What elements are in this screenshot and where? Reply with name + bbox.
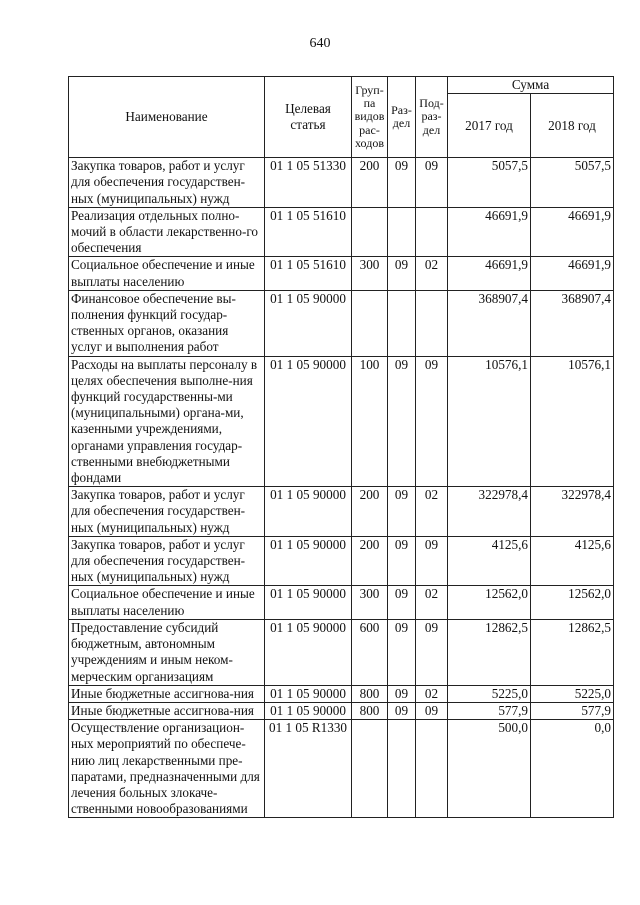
row-sum-2017: 12862,5 bbox=[448, 619, 531, 685]
row-sum-2017: 46691,9 bbox=[448, 257, 531, 290]
row-section: 09 bbox=[388, 619, 416, 685]
table-row bbox=[69, 158, 614, 208]
row-section: 09 bbox=[388, 257, 416, 290]
row-group: 300 bbox=[352, 586, 388, 619]
table-row bbox=[69, 720, 614, 818]
row-group bbox=[352, 290, 388, 356]
row-subsection bbox=[416, 207, 448, 257]
row-sum-2018: 577,9 bbox=[531, 702, 614, 719]
row-name: Закупка товаров, работ и услуг для обеспечения государствен-ных (муниципальных) нужд bbox=[69, 487, 265, 537]
row-subsection bbox=[416, 290, 448, 356]
row-group bbox=[352, 207, 388, 257]
row-subsection: 02 bbox=[416, 586, 448, 619]
row-target: 01 1 05 90000 bbox=[265, 487, 352, 537]
row-sum-2017: 5225,0 bbox=[448, 685, 531, 702]
row-subsection: 09 bbox=[416, 702, 448, 719]
row-sum-2017: 577,9 bbox=[448, 702, 531, 719]
row-section: 09 bbox=[388, 487, 416, 537]
row-section: 09 bbox=[388, 702, 416, 719]
header-section: Раз-дел bbox=[388, 77, 416, 158]
row-section bbox=[388, 720, 416, 818]
row-name: Осуществление организацион-ных мероприятий по обеспече-нию лиц лекарственными пре-паратами, предназначенными для лечения больных злокаче-ственными новообразованиями bbox=[69, 720, 265, 818]
table-row bbox=[69, 685, 614, 702]
row-sum-2018: 368907,4 bbox=[531, 290, 614, 356]
row-section: 09 bbox=[388, 356, 416, 487]
row-target: 01 1 05 R1330 bbox=[265, 720, 352, 818]
row-section: 09 bbox=[388, 685, 416, 702]
table-row bbox=[69, 487, 614, 537]
row-group: 800 bbox=[352, 685, 388, 702]
row-group: 200 bbox=[352, 158, 388, 208]
row-target: 01 1 05 51610 bbox=[265, 207, 352, 257]
row-section bbox=[388, 290, 416, 356]
row-subsection: 09 bbox=[416, 536, 448, 586]
table-row bbox=[69, 257, 614, 290]
row-name: Иные бюджетные ассигнова-ния bbox=[69, 685, 265, 702]
row-sum-2018: 5057,5 bbox=[531, 158, 614, 208]
row-sum-2018: 5225,0 bbox=[531, 685, 614, 702]
row-target: 01 1 05 90000 bbox=[265, 356, 352, 487]
row-subsection: 02 bbox=[416, 257, 448, 290]
row-name: Закупка товаров, работ и услуг для обеспечения государствен-ных (муниципальных) нужд bbox=[69, 536, 265, 586]
table-row bbox=[69, 619, 614, 685]
row-name: Расходы на выплаты персоналу в целях обеспечения выполне-ния функций государственны-ми (муниципальными) органа-ми, казенными учреждениями, органами управления государ-ственными внебюджетными фондами bbox=[69, 356, 265, 487]
row-group bbox=[352, 720, 388, 818]
row-name: Предоставление субсидий бюджетным, автономным учреждениям и иным неком-мерческим организациям bbox=[69, 619, 265, 685]
row-sum-2017: 500,0 bbox=[448, 720, 531, 818]
row-sum-2018: 12562,0 bbox=[531, 586, 614, 619]
row-target: 01 1 05 51330 bbox=[265, 158, 352, 208]
row-sum-2018: 322978,4 bbox=[531, 487, 614, 537]
row-target: 01 1 05 90000 bbox=[265, 290, 352, 356]
table-body bbox=[69, 158, 614, 818]
row-name: Реализация отдельных полно-мочий в области лекарственно-го обеспечения bbox=[69, 207, 265, 257]
row-subsection: 02 bbox=[416, 487, 448, 537]
row-group: 300 bbox=[352, 257, 388, 290]
table-row bbox=[69, 586, 614, 619]
header-target: Целевая статья bbox=[265, 77, 352, 158]
row-sum-2017: 4125,6 bbox=[448, 536, 531, 586]
header-year-2017: 2017 год bbox=[448, 94, 531, 158]
header-subsection: Под-раз-дел bbox=[416, 77, 448, 158]
table-row bbox=[69, 356, 614, 487]
row-group: 200 bbox=[352, 536, 388, 586]
page-number: 640 bbox=[309, 36, 331, 51]
row-target: 01 1 05 90000 bbox=[265, 685, 352, 702]
row-sum-2017: 5057,5 bbox=[448, 158, 531, 208]
row-name: Финансовое обеспечение вы-полнения функций государ-ственных органов, оказания услуг и выполнения работ bbox=[69, 290, 265, 356]
row-target: 01 1 05 90000 bbox=[265, 702, 352, 719]
row-subsection: 09 bbox=[416, 356, 448, 487]
row-target: 01 1 05 90000 bbox=[265, 586, 352, 619]
row-sum-2018: 46691,9 bbox=[531, 257, 614, 290]
row-name: Социальное обеспечение и иные выплаты населению bbox=[69, 257, 265, 290]
row-subsection: 02 bbox=[416, 685, 448, 702]
row-group: 800 bbox=[352, 702, 388, 719]
header-name: Наименование bbox=[69, 77, 265, 158]
row-section bbox=[388, 207, 416, 257]
row-subsection: 09 bbox=[416, 619, 448, 685]
row-sum-2017: 10576,1 bbox=[448, 356, 531, 487]
row-group: 100 bbox=[352, 356, 388, 487]
row-sum-2018: 46691,9 bbox=[531, 207, 614, 257]
row-target: 01 1 05 51610 bbox=[265, 257, 352, 290]
table-row bbox=[69, 702, 614, 719]
header-sum: Сумма bbox=[448, 77, 614, 94]
row-sum-2017: 12562,0 bbox=[448, 586, 531, 619]
row-group: 600 bbox=[352, 619, 388, 685]
row-sum-2018: 12862,5 bbox=[531, 619, 614, 685]
row-sum-2018: 10576,1 bbox=[531, 356, 614, 487]
row-target: 01 1 05 90000 bbox=[265, 619, 352, 685]
row-sum-2017: 46691,9 bbox=[448, 207, 531, 257]
table-header bbox=[69, 77, 614, 158]
table-row bbox=[69, 207, 614, 257]
row-section: 09 bbox=[388, 586, 416, 619]
row-subsection bbox=[416, 720, 448, 818]
row-section: 09 bbox=[388, 158, 416, 208]
row-sum-2017: 322978,4 bbox=[448, 487, 531, 537]
header-year-2018: 2018 год bbox=[531, 94, 614, 158]
budget-table bbox=[68, 76, 614, 818]
table-row bbox=[69, 290, 614, 356]
table-row bbox=[69, 536, 614, 586]
row-name: Закупка товаров, работ и услуг для обеспечения государствен-ных (муниципальных) нужд bbox=[69, 158, 265, 208]
row-section: 09 bbox=[388, 536, 416, 586]
row-sum-2018: 0,0 bbox=[531, 720, 614, 818]
row-group: 200 bbox=[352, 487, 388, 537]
row-subsection: 09 bbox=[416, 158, 448, 208]
row-sum-2018: 4125,6 bbox=[531, 536, 614, 586]
row-name: Социальное обеспечение и иные выплаты населению bbox=[69, 586, 265, 619]
row-sum-2017: 368907,4 bbox=[448, 290, 531, 356]
row-target: 01 1 05 90000 bbox=[265, 536, 352, 586]
row-name: Иные бюджетные ассигнова-ния bbox=[69, 702, 265, 719]
header-group: Груп-па видов рас-ходов bbox=[352, 77, 388, 158]
